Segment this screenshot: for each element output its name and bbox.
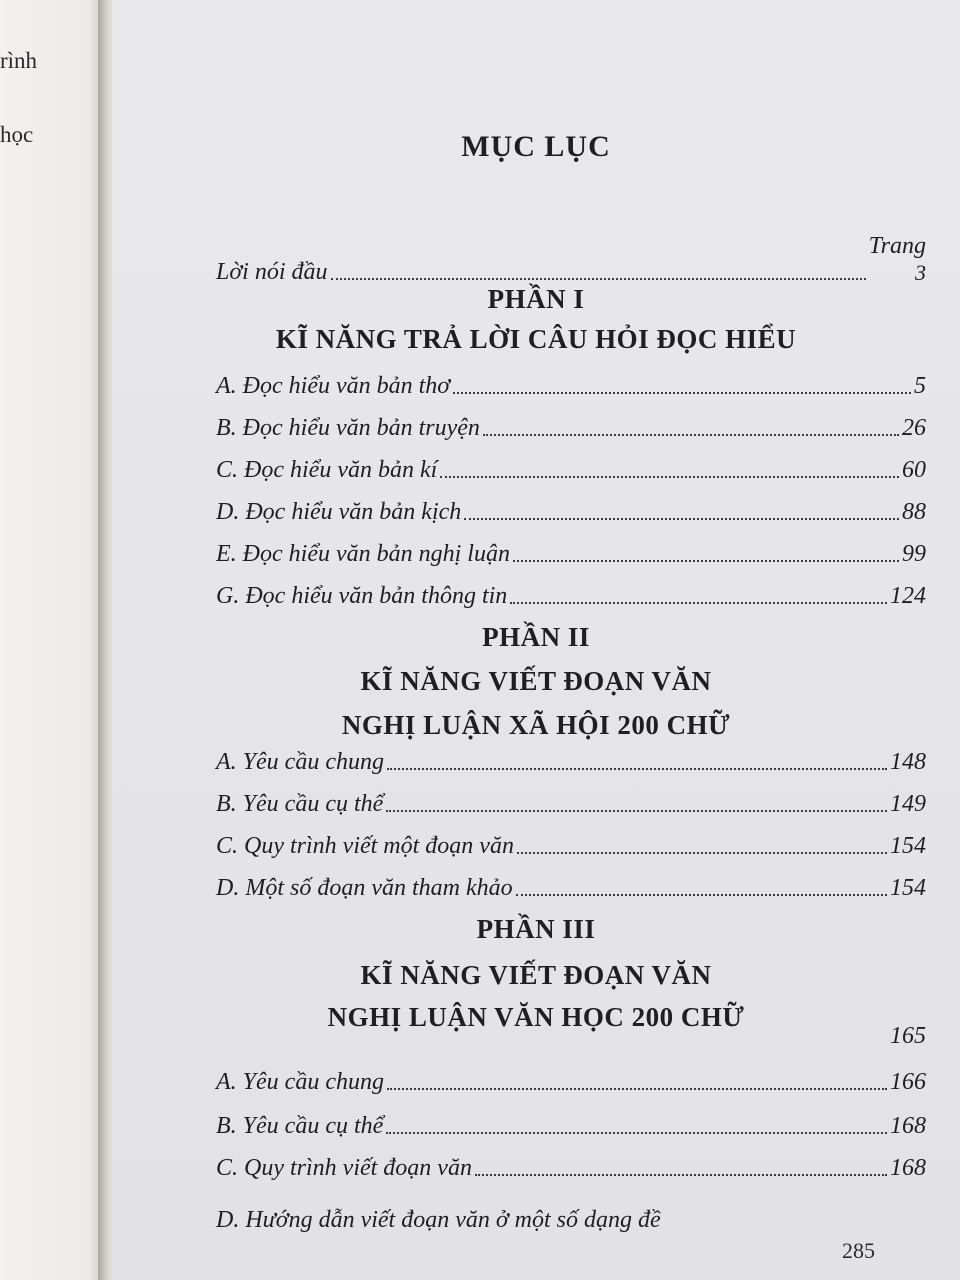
toc-entry	[216, 366, 926, 400]
toc-entry	[216, 1106, 926, 1140]
page-column-label: Trang	[868, 233, 926, 259]
toc-entry-label: Lời nói đầu	[216, 259, 328, 285]
toc-page	[112, 0, 960, 1280]
dot-leader	[516, 894, 887, 896]
toc-entry-label: D. Hướng dẫn viết đoạn văn ở một số dạng đề	[216, 1207, 661, 1233]
toc-entry-heading-page	[216, 1016, 926, 1050]
left-page-text-fragment: học	[0, 122, 34, 147]
toc-entry-label: D. Đọc hiểu văn bản kịch	[216, 499, 462, 525]
dot-leader	[513, 560, 899, 562]
page-number: 285	[842, 1238, 875, 1263]
left-page-text-fragment: rình	[0, 48, 38, 73]
toc-entry-label: C. Quy trình viết đoạn văn	[216, 1155, 472, 1181]
toc-entry-page: 154	[890, 833, 926, 859]
toc-entry	[216, 1062, 926, 1096]
toc-entry-page: 3	[915, 260, 926, 285]
dot-leader	[483, 434, 899, 436]
toc-entry-page: 148	[890, 749, 926, 775]
toc-entry-label: E. Đọc hiểu văn bản nghị luận	[216, 541, 510, 567]
part-subheading: KĨ NĂNG VIẾT ĐOẠN VĂN	[360, 666, 712, 696]
toc-entry-page: 99	[902, 541, 926, 567]
dot-leader	[440, 476, 899, 478]
toc-entry	[216, 534, 926, 568]
toc-entry-page: 88	[902, 499, 926, 525]
toc-entry-page: 149	[890, 791, 926, 817]
dot-leader	[475, 1174, 887, 1176]
toc-entry-page: 60	[902, 457, 926, 483]
toc-entry	[216, 868, 926, 902]
toc-entry	[216, 576, 926, 610]
toc-entry-page: 166	[890, 1069, 926, 1095]
dot-leader	[510, 602, 887, 604]
toc-entry-label: A. Yêu cầu chung	[216, 749, 384, 775]
toc-entry-page: 165	[890, 1023, 926, 1049]
toc-entry-label: A. Đọc hiểu văn bản thơ	[216, 373, 451, 399]
toc-entry-label: B. Đọc hiểu văn bản truyện	[216, 415, 480, 441]
dot-leader	[387, 768, 887, 770]
dot-leader	[464, 518, 899, 520]
toc-entry	[216, 1148, 926, 1182]
part-heading: PHẦN I	[487, 284, 585, 314]
dot-leader	[386, 810, 887, 812]
toc-entry-page: 26	[902, 415, 926, 441]
toc-entry-label: G. Đọc hiểu văn bản thông tin	[216, 583, 508, 609]
part-subheading: NGHỊ LUẬN VĂN HỌC 200 CHỮ	[327, 1002, 745, 1032]
toc-entry	[216, 784, 926, 818]
toc-entry	[216, 492, 926, 526]
previous-page-edge	[0, 0, 104, 1280]
toc-entry	[216, 1200, 926, 1234]
toc-entry	[216, 742, 926, 776]
part-subheading: NGHỊ LUẬN XÃ HỘI 200 CHỮ	[341, 710, 731, 740]
dot-leader	[331, 278, 866, 280]
part-heading: PHẦN II	[482, 622, 590, 652]
toc-title: MỤC LỤC	[461, 130, 611, 163]
dot-leader	[387, 1088, 887, 1090]
toc-entry-label: B. Yêu cầu cụ thể	[216, 1113, 384, 1139]
toc-entry	[216, 826, 926, 860]
part-subheading: KĨ NĂNG VIẾT ĐOẠN VĂN	[360, 960, 712, 990]
part-subheading: KĨ NĂNG TRẢ LỜI CÂU HỎI ĐỌC HIỂU	[275, 324, 797, 354]
toc-entry-page: 168	[890, 1155, 926, 1181]
toc-entry-page: 154	[890, 875, 926, 901]
toc-entry-page: 5	[914, 373, 926, 399]
toc-entry-label: C. Quy trình viết một đoạn văn	[216, 833, 514, 859]
dot-leader	[517, 852, 887, 854]
dot-leader	[386, 1132, 887, 1134]
toc-entry	[216, 408, 926, 442]
toc-entry-page: 168	[890, 1113, 926, 1139]
toc-entry-label: D. Một số đoạn văn tham khảo	[216, 875, 513, 901]
toc-entry-label: C. Đọc hiểu văn bản kí	[216, 457, 438, 483]
toc-entry-label: B. Yêu cầu cụ thể	[216, 791, 384, 817]
part-heading: PHẦN III	[476, 914, 596, 944]
toc-entry	[216, 450, 926, 484]
toc-entry-label: A. Yêu cầu chung	[216, 1069, 384, 1095]
toc-entry-preface	[216, 228, 926, 286]
toc-entry-page: 124	[890, 583, 926, 609]
dot-leader	[453, 392, 911, 394]
